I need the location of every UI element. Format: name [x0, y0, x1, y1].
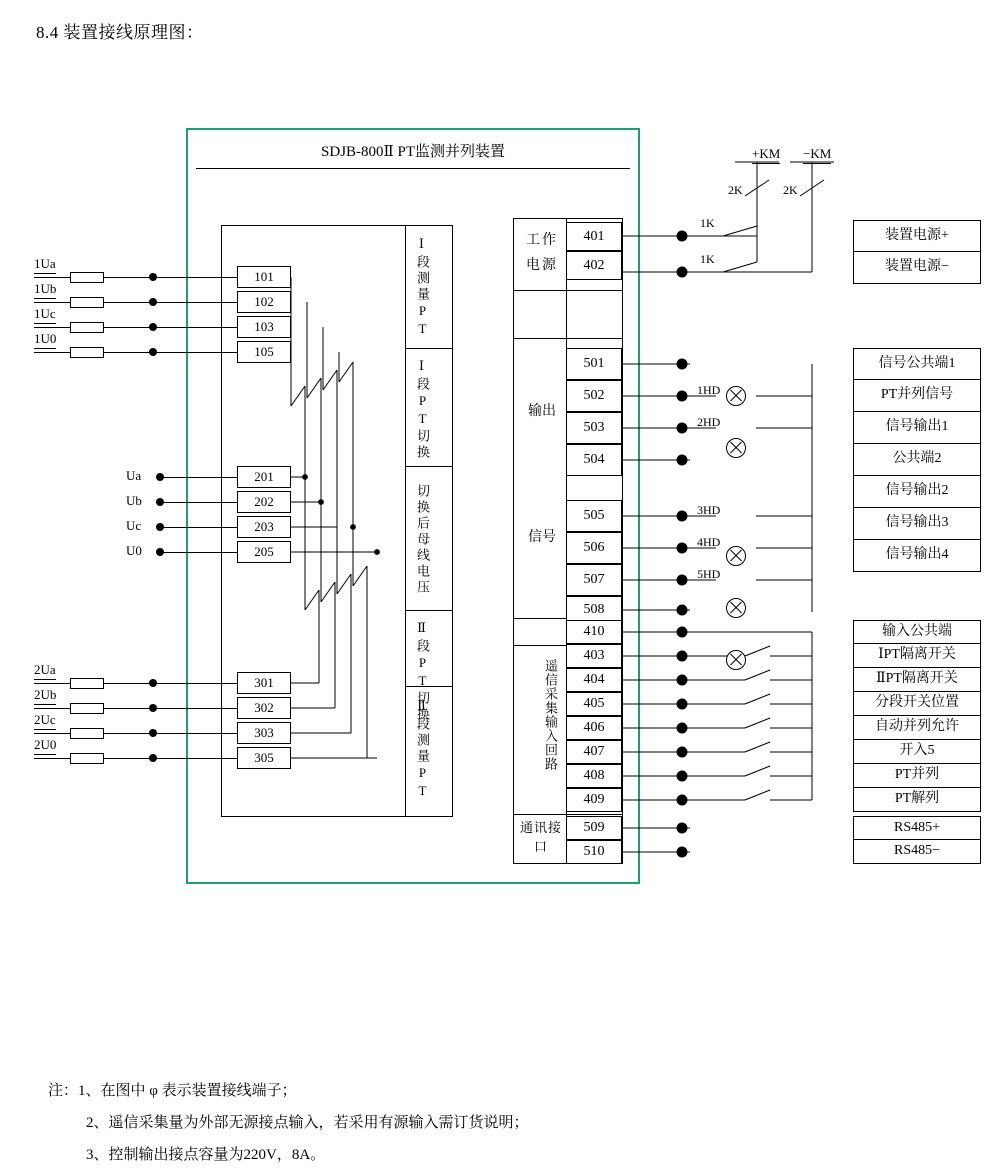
input-label-2u0: 2U0	[34, 737, 56, 755]
mid-terminal-401: 401	[566, 222, 622, 251]
right-item-rs485-minus: RS485−	[853, 840, 981, 864]
input-label-2ua: 2Ua	[34, 662, 56, 680]
mid-terminal-410: 410	[566, 620, 622, 644]
input-label-2ub: 2Ub	[34, 687, 56, 705]
terminal-205: 205	[237, 541, 291, 563]
right-item-pt-parallel: PT并列	[853, 764, 981, 788]
right-item-power-minus: 装置电源−	[853, 252, 981, 284]
mid-terminal-403: 403	[566, 644, 622, 668]
mid-label-telemetry: 遥信采集输入回路	[543, 659, 558, 771]
label-1k-top: 1K	[700, 216, 715, 230]
input-label-uc: Uc	[126, 518, 142, 533]
right-list-comm	[853, 816, 981, 864]
label-seg1-pt-switch: Ⅰ段PT切换	[415, 358, 430, 461]
input-label-1ub: 1Ub	[34, 281, 56, 299]
lamp-label-3hd: 3HD	[697, 503, 721, 517]
label-seg1-measure-pt: Ⅰ段测量PT	[415, 237, 430, 339]
right-list-input	[853, 620, 981, 812]
mid-label-comm: 通讯接口	[519, 820, 562, 854]
mid-terminal-502: 502	[566, 380, 622, 412]
terminal-202: 202	[237, 491, 291, 513]
input-label-1uc: 1Uc	[34, 306, 56, 324]
right-list-signal	[853, 348, 981, 572]
label-km-minus: −KM	[803, 146, 831, 164]
mid-terminal-406: 406	[566, 716, 622, 740]
mid-label-output: 输出	[528, 404, 556, 419]
mid-terminal-504: 504	[566, 444, 622, 476]
lamp-label-5hd: 5HD	[697, 567, 721, 581]
label-2k-right: 2K	[783, 183, 798, 197]
terminal-102: 102	[237, 291, 291, 313]
right-item-signal-common1: 信号公共端1	[853, 348, 981, 380]
right-item-pt-split: PT解列	[853, 788, 981, 812]
notes-block	[48, 1075, 529, 1171]
label-2k-left: 2K	[728, 183, 743, 197]
lamp-label-2hd: 2HD	[697, 415, 721, 429]
lamp-label-4hd: 4HD	[697, 535, 721, 549]
right-list-power	[853, 220, 981, 284]
lamp-5hd	[726, 650, 746, 670]
mid-terminal-505: 505	[566, 500, 622, 532]
terminal-203: 203	[237, 516, 291, 538]
mid-terminal-408: 408	[566, 764, 622, 788]
mid-terminal-409: 409	[566, 788, 622, 812]
terminal-105: 105	[237, 341, 291, 363]
terminal-103: 103	[237, 316, 291, 338]
right-item-signal-out2: 信号输出2	[853, 476, 981, 508]
input-label-ua: Ua	[126, 468, 142, 483]
label-seg2-pt-switch: Ⅱ段PT切换	[415, 620, 430, 723]
right-item-signal-out1: 信号输出1	[853, 412, 981, 444]
terminal-305: 305	[237, 747, 291, 769]
mid-terminal-405: 405	[566, 692, 622, 716]
terminal-303: 303	[237, 722, 291, 744]
mid-terminal-503: 503	[566, 412, 622, 444]
mid-label-power-text: 工作电源	[526, 233, 558, 273]
right-item-signal-out3: 信号输出3	[853, 508, 981, 540]
lamp-2hd	[726, 438, 746, 458]
mid-terminal-509: 509	[566, 816, 622, 840]
right-item-input-common: 输入公共端	[853, 620, 981, 644]
lamp-1hd	[726, 386, 746, 406]
note-2: 2、遥信采集量为外部无源接点输入，若采用有源输入需订货说明；	[86, 1115, 529, 1131]
label-km-plus: +KM	[752, 146, 780, 164]
right-item-section-switch-position: 分段开关位置	[853, 692, 981, 716]
right-item-common2: 公共端2	[853, 444, 981, 476]
input-label-ub: Ub	[126, 493, 142, 508]
lamp-3hd	[726, 546, 746, 566]
mid-terminal-506: 506	[566, 532, 622, 564]
mid-terminal-404: 404	[566, 668, 622, 692]
note-3: 3、控制输出接点容量为220V，8A。	[86, 1147, 326, 1163]
label-bus-voltage-after-switch: 切换后母线电压	[415, 484, 430, 596]
lamp-label-1hd: 1HD	[697, 383, 721, 397]
terminal-302: 302	[237, 697, 291, 719]
label-1k-bottom: 1K	[700, 252, 715, 266]
note-1: 注：1、在图中 φ 表示装置接线端子；	[48, 1083, 297, 1099]
right-item-power-plus: 装置电源+	[853, 220, 981, 252]
right-item-rs485-plus: RS485+	[853, 816, 981, 840]
mid-label-signal: 信号	[528, 530, 556, 545]
input-label-1ua: 1Ua	[34, 256, 56, 274]
right-item-signal-out4: 信号输出4	[853, 540, 981, 572]
right-item-iipt-isolator: ⅡPT隔离开关	[853, 668, 981, 692]
mid-terminal-508: 508	[566, 596, 622, 624]
label-seg2-measure-pt: Ⅱ段测量PT	[415, 699, 430, 801]
mid-terminal-501: 501	[566, 348, 622, 380]
lamp-4hd	[726, 598, 746, 618]
input-label-2uc: 2Uc	[34, 712, 56, 730]
page-title: 8.4 装置接线原理图：	[36, 23, 204, 42]
mid-terminal-402: 402	[566, 251, 622, 280]
mid-terminal-507: 507	[566, 564, 622, 596]
terminal-101: 101	[237, 266, 291, 288]
mid-terminal-510: 510	[566, 840, 622, 864]
input-label-1u0: 1U0	[34, 331, 56, 349]
device-title: SDJB-800Ⅱ PT监测并列装置	[321, 144, 505, 160]
right-item-pt-parallel-signal: PT并列信号	[853, 380, 981, 412]
right-item-auto-parallel-enable: 自动并列允许	[853, 716, 981, 740]
terminal-201: 201	[237, 466, 291, 488]
right-item-input5: 开入5	[853, 740, 981, 764]
right-item-ipt-isolator: ⅠPT隔离开关	[853, 644, 981, 668]
mid-terminal-407: 407	[566, 740, 622, 764]
input-label-u0: U0	[126, 543, 142, 558]
terminal-301: 301	[237, 672, 291, 694]
